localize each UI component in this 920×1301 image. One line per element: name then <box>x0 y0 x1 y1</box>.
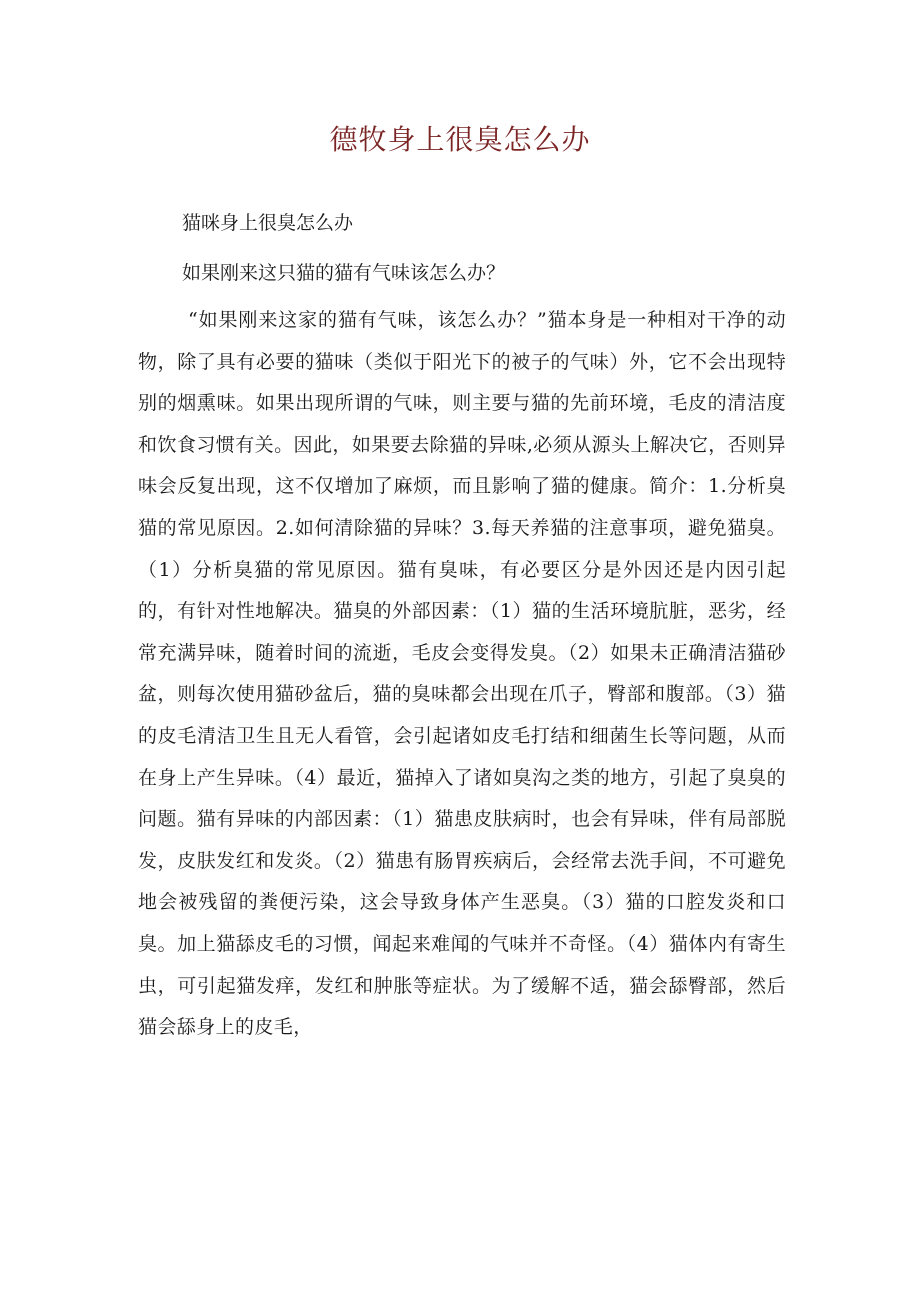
document-title: 德牧身上很臭怎么办 <box>329 123 591 156</box>
subheading-cat-smell: 猫咪身上很臭怎么办 <box>182 212 354 234</box>
subheading-new-cat-odor: 如果刚来这只猫的猫有气味该怎么办？ <box>182 262 506 284</box>
body-paragraph: “如果刚来这家的猫有气味，该怎么办？”猫本身是一种相对干净的动物，除了具有必要的猫味（类似于阳光下的被子的气味）外，它不会出现特别的烟熏味。如果出现所谓的气味，则主要与猫的先前环境，毛皮的清洁度和饮食习惯有关。因此，如果要去除猫的异味,必须从源头上解决它，否则异味会反复出现，这不仅增加了麻烦，而且影响了猫的健康。简介：1.分析臭猫的常见原因。2.如何清除猫的异味？3.每天养猫的注意事项，避免猫臭。（1）分析臭猫的常见原因。猫有臭味，有必要区分是外因还是内因引起的，有针对性地解决。猫臭的外部因素：（1）猫的生活环境肮脏，恶劣，经常充满异味，随着时间的流逝，毛皮会变得发臭。（2）如果未正确清洁猫砂盆，则每次使用猫砂盆后，猫的臭味都会出现在爪子，臀部和腹部。（3）猫的皮毛清洁卫生且无人看管，会引起诸如皮毛打结和细菌生长等问题，从而在身上产生异味。（4）最近，猫掉入了诸如臭沟之类的地方，引起了臭臭的问题。猫有异味的内部因素：（1）猫患皮肤病时，也会有异味，伴有局部脱发，皮肤发红和发炎。（2）猫患有肠胃疾病后，会经常去洗手间，不可避免地会被残留的粪便污染，这会导致身体产生恶臭。（3）猫的口腔发炎和口臭。加上猫舔皮毛的习惯，闻起来难闻的气味并不奇怪。（4）猫体内有寄生虫，可引起猫发痒，发红和肿胀等症状。为了缓解不适，猫会舔臀部，然后猫会舔身上的皮毛， <box>138 309 786 1039</box>
